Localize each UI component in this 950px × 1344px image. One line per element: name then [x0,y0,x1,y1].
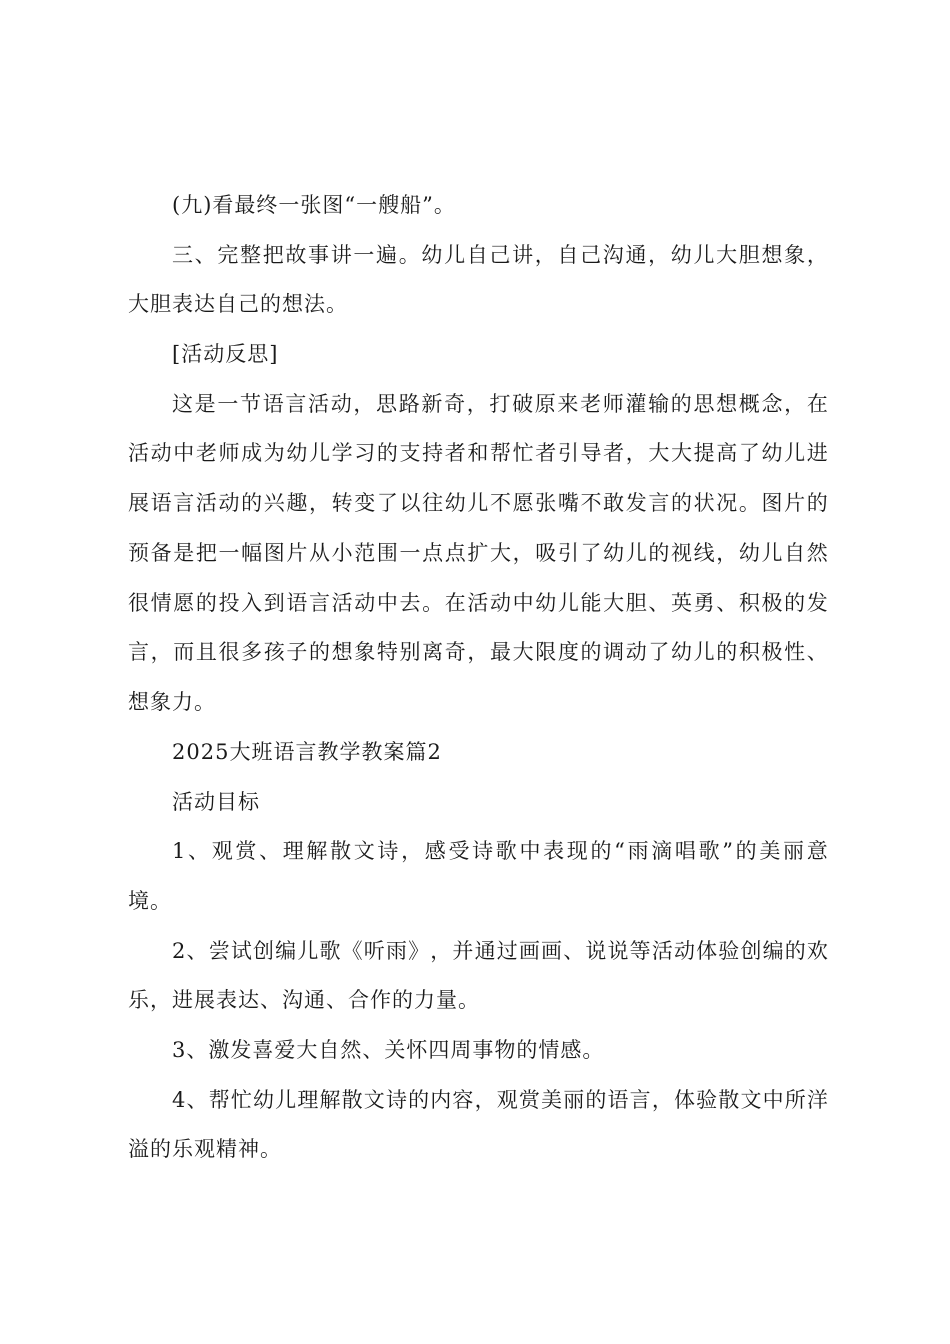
section-heading-reflection: [活动反思] [172,342,279,366]
goal-3: 3、激发喜爱大自然、关怀四周事物的情感。 [172,1038,605,1062]
goal-2-line1: 2 、 尝 试 创 编 儿 歌 《 听 雨 》 ， 并 通 过 画 画 、 说 说 等 活 动 体 验 创 编 的 欢 [172,939,828,963]
paragraph-step-three-line2: 大胆表达自己的想法。 [128,292,348,316]
section-heading-goals: 活动目标 [172,790,260,814]
lesson-plan-title: 2025大班语言教学教案篇2 [172,740,442,764]
paragraph-step-three-line1: 三 、 完 整 把 故 事 讲 一 遍 。 幼 儿 自 己 讲 ， 自 己 沟 通 ， 幼 儿 大 胆 想 象 ， [172,243,828,267]
goal-1-line2: 境。 [128,889,172,913]
reflection-line-1: 这 是 一 节 语 言 活 动 ， 思 路 新 奇 ， 打 破 原 来 老 师 灌 输 的 思 想 概 念 ， 在 [172,392,828,416]
reflection-line-4: 预 备 是 把 一 幅 图 片 从 小 范 围 一 点 点 扩 大 ， 吸 引 了 幼 儿 的 视 线 ， 幼 儿 自 然 [128,541,828,565]
reflection-line-7: 想象力。 [128,690,216,714]
reflection-line-2: 活 动 中 老 师 成 为 幼 儿 学 习 的 支 持 者 和 帮 忙 者 引 导 者 ， 大 大 提 高 了 幼 儿 进 [128,441,828,465]
goal-4-line2: 溢的乐观精神。 [128,1137,282,1161]
reflection-line-6: 言 ， 而 且 很 多 孩 子 的 想 象 特 别 离 奇 ， 最 大 限 度 的 调 动 了 幼 儿 的 积 极 性 、 [128,640,828,664]
paragraph-step-nine: (九)看最终一张图“一艘船”。 [172,193,456,217]
goal-2-line2: 乐，进展表达、沟通、合作的力量。 [128,988,480,1012]
goal-1-line1: 1 、 观 赏 、 理 解 散 文 诗 ， 感 受 诗 歌 中 表 现 的 “ 雨 滴 唱 歌 ” 的 美 丽 意 [172,839,828,863]
reflection-line-3: 展 语 言 活 动 的 兴 趣 ， 转 变 了 以 往 幼 儿 不 愿 张 嘴 不 敢 发 言 的 状 况 。 图 片 的 [128,491,828,515]
goal-4-line1: 4 、 帮 忙 幼 儿 理 解 散 文 诗 的 内 容 ， 观 赏 美 丽 的 语 言 ， 体 验 散 文 中 所 洋 [172,1088,828,1112]
reflection-line-5: 很 情 愿 的 投 入 到 语 言 活 动 中 去 。 在 活 动 中 幼 儿 能 大 胆 、 英 勇 、 积 极 的 发 [128,591,828,615]
